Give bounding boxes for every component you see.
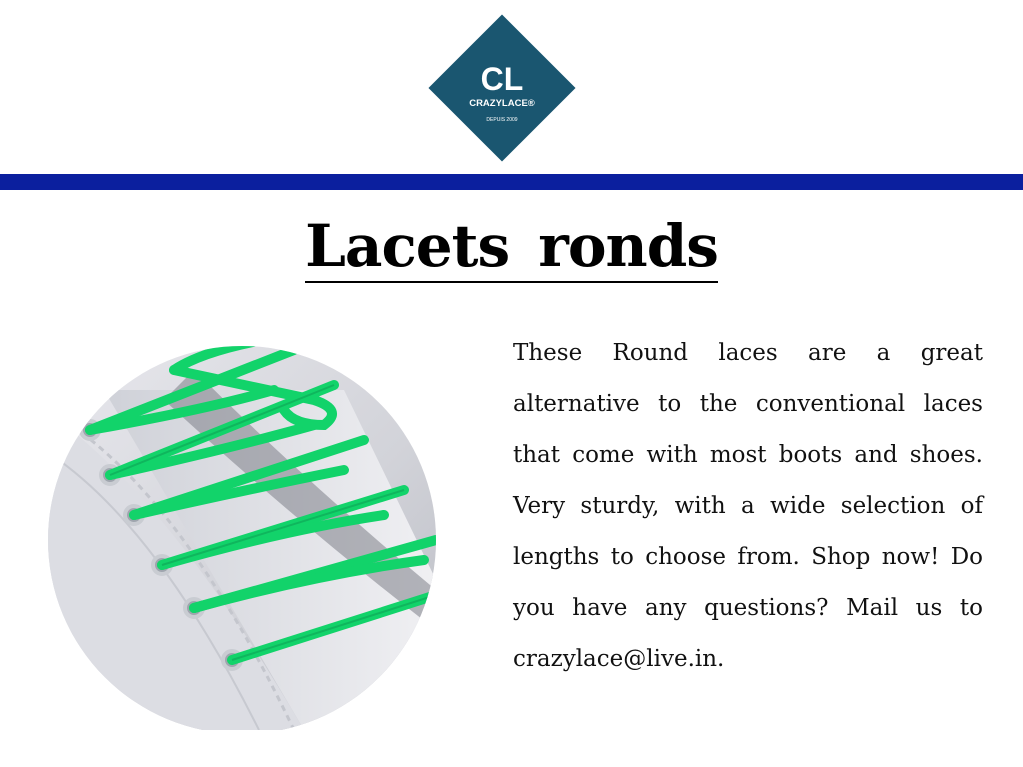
header-divider [0, 174, 1023, 190]
logo-initials: CL [480, 61, 524, 97]
page-title [0, 208, 1023, 284]
product-description: These Round laces are a great alternative to the conventional laces that come with most boots and shoes. Very sturdy, with a wide selection of lengths to choose from. Shop now! Do you have any questions? Mail us to crazylace@live.in. [513, 340, 983, 672]
logo-brand-name: CRAZYLACE® [469, 98, 535, 109]
green-laces-sneaker-image [44, 330, 436, 730]
brand-logo [428, 14, 576, 162]
logo-tagline: DEPUIS 2009 [486, 117, 518, 123]
page-title-text: Lacets ronds [305, 213, 718, 283]
